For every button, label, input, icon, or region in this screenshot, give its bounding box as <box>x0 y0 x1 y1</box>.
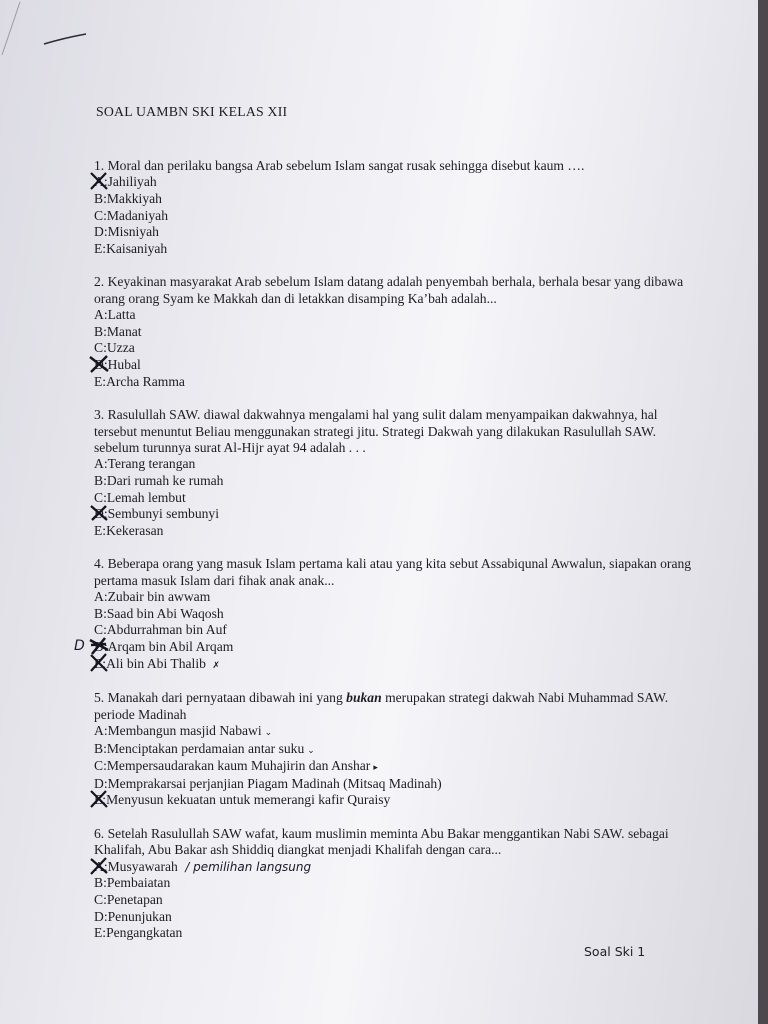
tick-mark-icon: ▸ <box>373 762 378 773</box>
option-d: D:Misniyah <box>94 224 159 240</box>
question-text: 1. Moral dan perilaku bangsa Arab sebelum Islam sangat rusak sehingga disebut kaum …. <box>94 158 585 173</box>
option-c: C:Lemah lembut <box>94 489 186 505</box>
option-e: E:Archa Ramma <box>94 373 185 389</box>
page-footer: Soal Ski 1 <box>584 944 646 959</box>
question-5 <box>94 690 694 809</box>
tick-mark-icon: ⌄ <box>264 726 273 737</box>
option-d: D:Penunjukan <box>94 908 172 924</box>
option-d: D D:Arqam bin Abil Arqam <box>94 639 694 656</box>
option-b: B:Pembaiatan <box>94 875 171 891</box>
option-b: B:Makkiyah <box>94 191 162 206</box>
handwritten-letter: D <box>74 637 85 654</box>
option-c: C:Uzza <box>94 340 135 356</box>
option-d: D:Sembunyi sembunyi <box>94 506 694 523</box>
fold-line <box>0 0 30 60</box>
cross-mark-icon <box>88 353 110 375</box>
question-6 <box>94 826 694 942</box>
tick-mark-icon: ⌄ <box>307 744 315 755</box>
tick-mark-icon: ✗ <box>212 659 220 670</box>
option-a: A:Zubair bin awwam <box>94 589 211 605</box>
question-text: 3. Rasulullah SAW. diawal dakwahnya mengalami hal yang sulit dalam menyampaikan dakwahnya, hal tersebut menuntut Beliau menggunakan strategi jitu. Strategi Dakwah yang dilakukan Rasulullah SAW. sebelum turunnya surat Al-Hijr ayat 94 adalah . . . <box>94 407 658 455</box>
cross-mark-icon <box>88 652 110 674</box>
option-b: B:Saad bin Abi Waqosh <box>94 605 224 621</box>
option-b: B:Menciptakan perdamaian antar suku ⌄ <box>94 740 315 756</box>
paper-edge-shadow <box>758 0 768 1024</box>
option-e: E:Kekerasan <box>94 522 164 538</box>
option-e: E:Menyusun kekuatan untuk memerangi kafir Quraisy <box>94 792 694 809</box>
option-a: A:Terang terangan <box>94 456 196 472</box>
option-e: E:Kaisaniyah <box>94 240 168 256</box>
cross-mark-icon <box>88 788 110 810</box>
handwritten-note: / pemilihan langsung <box>185 859 312 874</box>
question-text: 5. Manakah dari pernyataan dibawah ini yang bukan merupakan strategi dakwah Nabi Muhammad SAW. periode Madinah <box>94 690 669 722</box>
question-3 <box>94 407 694 539</box>
option-c: C:Madaniyah <box>94 207 168 223</box>
option-a: A:Jahiliyah <box>94 174 694 191</box>
option-c: C:Mempersaudarakan kaum Muhajirin dan Anshar ▸ <box>94 758 378 774</box>
pen-stroke-mark <box>40 30 90 50</box>
option-a: A:Latta <box>94 307 136 323</box>
option-d: D:Hubal <box>94 357 694 374</box>
option-b: B:Dari rumah ke rumah <box>94 472 224 488</box>
cross-mark-icon <box>88 170 110 192</box>
option-a: A:Musyawarah / pemilihan langsung <box>94 859 694 876</box>
question-text: 6. Setelah Rasulullah SAW wafat, kaum muslimin meminta Abu Bakar menggantikan Nabi SAW. sebagai Khalifah, Abu Bakar ash Shiddiq diangkat menjadi Khalifah dengan cara... <box>94 825 669 858</box>
option-e: E:Ali bin Abi Thalib ✗ <box>94 656 694 674</box>
page-title: SOAL UAMBN SKI KELAS XII <box>96 104 288 119</box>
question-1 <box>94 158 694 257</box>
cross-mark-icon <box>88 855 110 877</box>
option-b: B:Manat <box>94 323 142 339</box>
option-a: A:Membangun masjid Nabawi ⌄ <box>94 722 273 738</box>
option-e: E:Pengangkatan <box>94 925 183 941</box>
option-c: C:Penetapan <box>94 891 163 907</box>
question-2 <box>94 274 694 390</box>
cross-mark-icon <box>88 502 110 524</box>
question-text: 2. Keyakinan masyarakat Arab sebelum Islam datang adalah penyembah berhala, berhala besar yang dibawa orang orang Syam ke Makkah dan di letakkan disamping Ka’bah adalah... <box>94 274 684 306</box>
exam-document <box>74 104 694 959</box>
question-4 <box>74 556 694 673</box>
option-c: C:Abdurrahman bin Auf <box>94 622 227 638</box>
question-text: 4. Beberapa orang yang masuk Islam pertama kali atau yang kita sebut Assabiqunal Awwalun, siapakan orang pertama masuk Islam dari fihak anak anak... <box>94 556 692 588</box>
option-d: D:Memprakarsai perjanjian Piagam Madinah (Mitsaq Madinah) <box>94 775 442 791</box>
